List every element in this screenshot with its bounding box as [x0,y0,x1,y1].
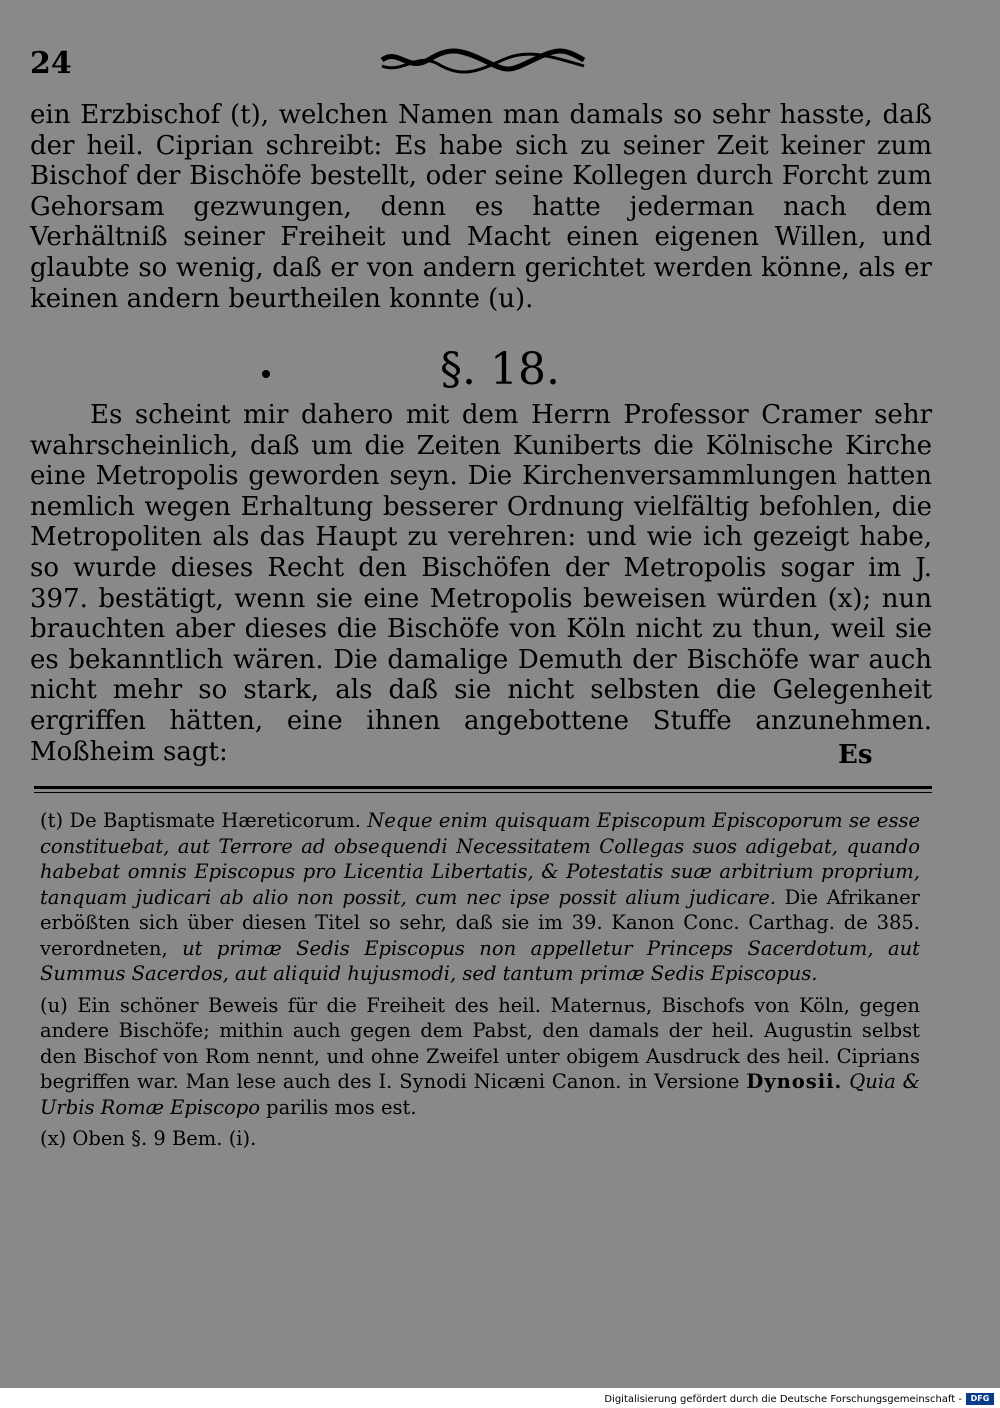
footnote-t-latin2: ut primæ Sedis Episcopus non appelletur Princeps Sacerdotum, aut Summus Sacerdos, aut aliquid hujusmodi, sed tantum primæ Sedis Episcopus. [40,936,920,985]
dfg-logo: DFG [966,1393,994,1405]
header-ornament [378,46,588,74]
footnote-x [40,1126,920,1152]
footnote-t-latin: Neque enim quisquam Episcopum Episcoporum se esse constituebat, aut Terrore ad obsequendi Necessitatem Collegas suos adigebat, quando habebat omnis Episcopus pro Licentia Libertatis, & Potestatis suæ arbitrium proprium, tanquam judicari ab alio non possit, cum nec ipse possit alium judicare. [40,809,921,909]
footnote-u [40,993,920,1121]
footnote-u-tail: parilis mos est. [266,1095,417,1119]
section-dot [262,370,270,378]
page-number: 24 [30,46,72,81]
footnote-u-name: Dynosii. [746,1070,843,1093]
footnote-divider [34,786,932,789]
footnote-t-label: (t) [40,809,64,832]
footnotes [40,808,920,1158]
digitization-credit: Digitalisierung gefördert durch die Deutsche Forschungsgemeinschaft - [604,1394,962,1405]
section-heading [0,340,1000,400]
footnote-u-text: Ein schöner Beweis für die Freiheit des heil. Maternus, Bischofs von Köln, gegen andere Bischöfe; mithin auch gegen dem Pabst, den damals der heil. Augustin selbst den Bischof von Rom nennt, und ohne Zweifel unter obigem Ausdruck des heil. Ciprians begriffen war. Man lese auch des I. Synodi Nicæni Canon. in Versione [40,993,920,1093]
paragraph-top [30,100,932,314]
footnote-x-label: (x) [40,1127,67,1150]
paragraph-main [30,400,932,767]
footnote-u-latin: Quia & Urbis Romæ Episcopo [40,1070,920,1119]
paragraph-main-text: Es scheint mir dahero mit dem Herrn Professor Cramer sehr wahrscheinlich, daß um die Zeiten Kuniberts die Kölnische Kirche eine Metropolis geworden seyn. Die Kirchenversammlungen hatten nemlich wegen Erhaltung besserer Ordnung vielfältig befohlen, die Metropoliten als das Haupt zu verehren: und wie ich gezeigt habe, so wurde dieses Recht den Bischöfen der Metropolis sogar im J. 397. bestätigt, wenn sie eine Metropolis beweisen würden (x); nun brauchten aber dieses die Bischöfe von Köln nicht zu thun, weil sie es bekanntlich wären. Die damalige Demuth der Bischöfe war auch nicht mehr so stark, als daß sie nicht selbsten die Gelegenheit ergriffen hätten, eine ihnen angebottene Stuffe anzunehmen. Moßheim sagt: [30,400,932,767]
section-heading-text: §. 18. [440,344,560,395]
footnote-divider-thin [34,792,932,793]
footnote-x-text: Oben §. 9 Bem. (i). [72,1127,257,1150]
footnote-u-label: (u) [40,993,68,1017]
footnote-t-source: De Baptismate Hæreticorum. [69,809,361,832]
catchword: Es [838,740,873,770]
footnote-t [40,808,920,987]
footnote-t-german: Die Afrikaner erbößten sich über diesen Titel so sehr, daß sie im 39. Kanon Conc. Carthag. de 385. verordneten, [40,885,920,960]
paragraph-top-text: ein Erzbischof (t), welchen Namen man damals so sehr hasste, daß der heil. Ciprian schreibt: Es habe sich zu seiner Zeit keiner zum Bischof der Bischöfe bestellt, oder seine Kollegen durch Forcht zum Gehorsam gezwungen, denn es hatte jederman nach dem Verhältniß seiner Freiheit und Macht einen eigenen Willen, und glaubte so wenig, daß er von andern gerichtet werden könne, als er keinen andern beurtheilen konnte (u). [30,100,932,314]
